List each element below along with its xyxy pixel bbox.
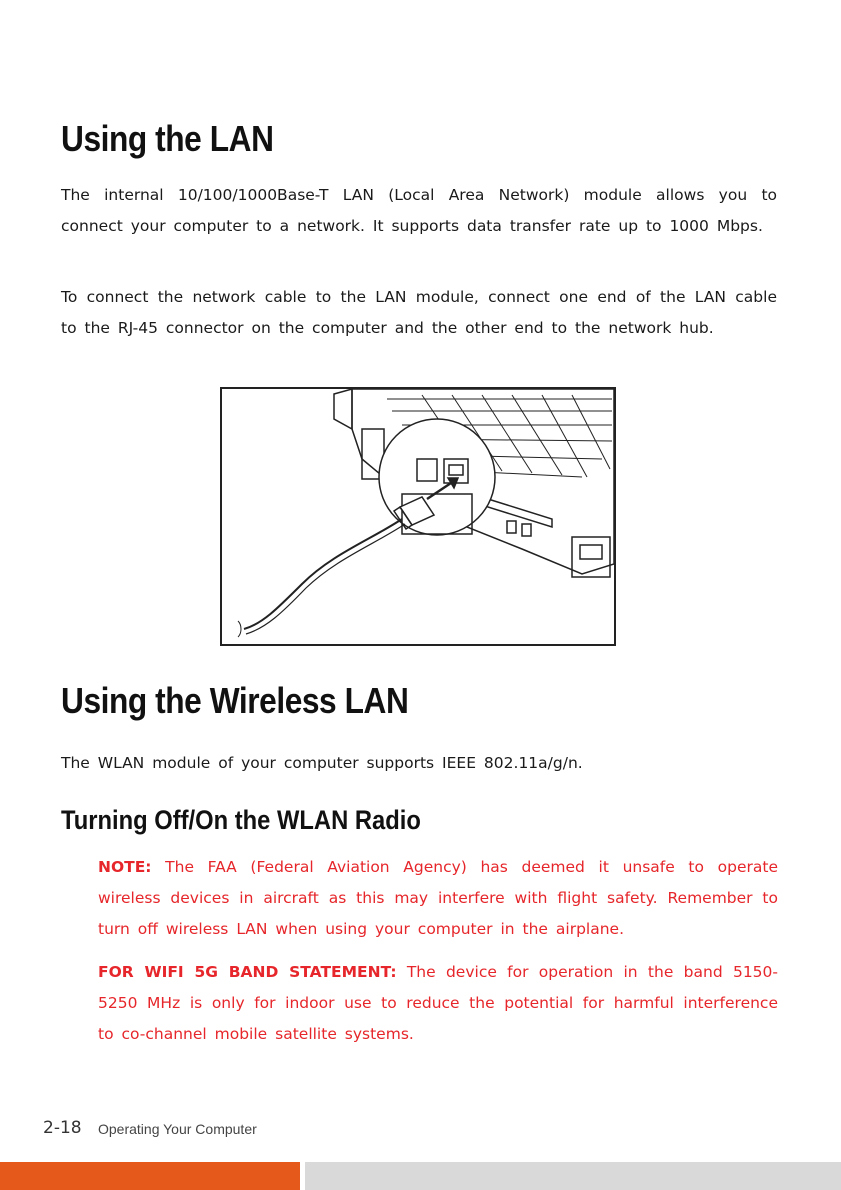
wifi-statement-text: The device for operation in the band 5150-5250 MHz is only for indoor use to reduce the potential for harmful interference to co-channel mobile satellite systems.	[98, 963, 779, 1043]
lan-intro-paragraph: The internal 10/100/1000Base-T LAN (Local Area Network) module allows you to connect your computer to a network. It supports data transfer rate up to 1000 Mbps.	[61, 186, 777, 235]
lan-connect-paragraph: To connect the network cable to the LAN module, connect one end of the LAN cable to the RJ-45 connector on the computer and the other end to the network hub.	[61, 288, 777, 337]
note-text: The FAA (Federal Aviation Agency) has deemed it unsafe to operate wireless devices in aircraft as this may interfere with flight safety. Remember to turn off wireless LAN when using your computer in the airplane.	[98, 858, 778, 938]
wlan-support-paragraph: The WLAN module of your computer supports IEEE 802.11a/g/n.	[61, 754, 583, 772]
faa-note	[98, 852, 778, 945]
chapter-title: Operating Your Computer	[98, 1121, 257, 1137]
lan-connection-illustration	[220, 387, 616, 646]
wireless-lan-heading: Using the Wireless LAN	[61, 680, 409, 721]
note-label: NOTE:	[98, 858, 152, 876]
page-number: 2-18	[43, 1118, 82, 1138]
wifi-statement-label: FOR WIFI 5G BAND STATEMENT:	[98, 963, 397, 981]
wifi-5g-statement	[98, 957, 778, 1050]
wlan-radio-subheading: Turning Off/On the WLAN Radio	[61, 805, 421, 835]
footer-gray-bar	[305, 1162, 841, 1190]
lan-heading: Using the LAN	[61, 118, 274, 159]
footer-accent-bar	[0, 1162, 300, 1190]
